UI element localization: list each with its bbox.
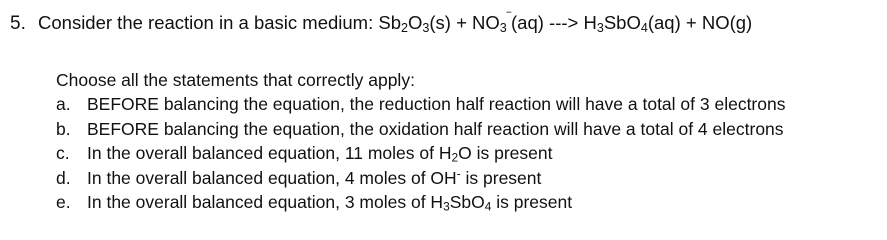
question-line: [10, 10, 880, 37]
instruction-text: Choose all the statements that correctly apply:: [56, 70, 415, 90]
option-text: In the overall balanced equation, 11 moles of $H_2O$ is present: [87, 143, 553, 165]
option-text: In the overall balanced equation, 3 moles of $H_3SbO_4$ is present: [87, 192, 573, 214]
option-letter: c.: [56, 143, 70, 163]
options-list: [56, 92, 785, 215]
option-text: BEFORE balancing the equation, the oxidation half reaction will have a total of 4 electrons: [87, 118, 784, 139]
option-e[interactable]: [56, 190, 785, 215]
option-text: BEFORE balancing the equation, the reduction half reaction will have a total of 3 electrons: [87, 94, 786, 114]
option-text: In the overall balanced equation, 4 moles of OH- is present: [87, 165, 542, 188]
question-number: 5.: [10, 13, 26, 34]
option-letter: d.: [56, 167, 71, 188]
option-letter: a.: [56, 94, 71, 114]
option-a[interactable]: [56, 92, 785, 117]
option-letter: b.: [56, 118, 71, 139]
option-d[interactable]: [56, 166, 785, 191]
question-text: Consider the reaction in a basic medium: $Sb_2O_3(s) + NO_3^‾(aq)$ ---> $H_3SbO_4(aq) + NO(g)$: [38, 11, 753, 35]
option-c[interactable]: [56, 141, 785, 166]
option-letter: e.: [56, 192, 71, 212]
question-block: [10, 10, 880, 37]
option-b[interactable]: [56, 117, 785, 142]
